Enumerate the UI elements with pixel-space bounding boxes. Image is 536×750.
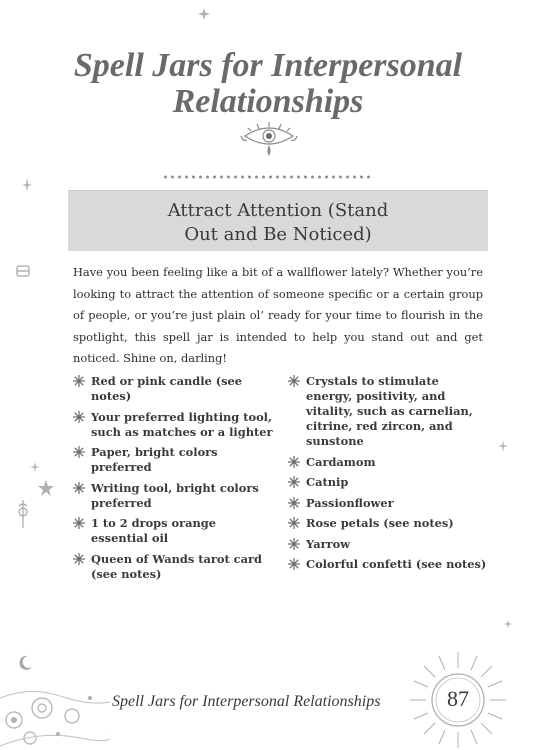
- list-item: [73, 445, 273, 475]
- section-heading: [68, 191, 488, 247]
- page-number: 87: [447, 686, 469, 711]
- sparkle-icon: [22, 178, 32, 192]
- list-item-text: Passionflower: [306, 495, 394, 510]
- sparkle-icon: [198, 8, 210, 20]
- star-bullet-icon: [288, 538, 300, 550]
- running-footer-title: Spell Jars for Interpersonal Relationships: [112, 693, 381, 710]
- list-item-text: Colorful confetti (see notes): [306, 557, 487, 571]
- star-bullet-icon: [73, 446, 85, 458]
- list-item-text: Cardamom: [306, 454, 376, 469]
- section-heading-line-1: Attract Attention (Stand: [167, 200, 389, 221]
- ingredients-list-left: [73, 374, 273, 587]
- list-item: [288, 455, 488, 470]
- section-heading-band: [68, 190, 488, 251]
- list-item: [288, 557, 488, 572]
- list-item: [288, 475, 488, 490]
- list-item: [288, 516, 488, 531]
- list-item-text: Queen of Wands tarot card (see notes): [91, 551, 262, 581]
- star-icon: [38, 480, 54, 496]
- star-bullet-icon: [288, 375, 300, 387]
- intro-paragraph: Have you been feeling like a bit of a wallflower lately? Whether you’re looking to attract the attention of someone specific or a certain group of people, or you’re just plain ol’ ready for your time to flourish in the spotlight, this spell jar is intended to help you stand out and get noticed. Shine on, darling!: [73, 265, 483, 365]
- list-item: [73, 516, 273, 546]
- star-bullet-icon: [73, 482, 85, 494]
- list-item: [73, 410, 273, 440]
- list-item-text: Red or pink candle (see notes): [91, 374, 243, 403]
- list-item-text: Paper, bright colors preferred: [91, 445, 218, 474]
- star-bullet-icon: [288, 456, 300, 468]
- list-item: [73, 481, 273, 511]
- star-bullet-icon: [288, 497, 300, 509]
- list-item-text: Writing tool, bright colors preferred: [91, 480, 259, 510]
- list-item-text: Crystals to stimulate energy, positivity, and vitality, such as carnelian, citrine, red zircon, and sunstone: [306, 374, 473, 448]
- ingredients-list-right: [288, 374, 488, 578]
- list-item-text: Your preferred lighting tool, such as matches or a lighter: [91, 409, 273, 439]
- section-heading-line-2: Out and Be Noticed): [184, 224, 372, 245]
- list-item-text: Yarrow: [306, 536, 351, 551]
- star-bullet-icon: [73, 375, 85, 387]
- list-item-text: Catnip: [306, 475, 349, 489]
- page-title: Spell Jars for Interpersonal Relationships: [73, 47, 463, 120]
- sparkle-icon: [30, 462, 40, 472]
- sparkle-icon: [498, 440, 508, 452]
- eye-icon: [239, 120, 299, 162]
- star-bullet-icon: [288, 517, 300, 529]
- planet-icon: [16, 264, 30, 278]
- wand-icon: [16, 500, 30, 528]
- star-bullet-icon: [73, 517, 85, 529]
- star-bullet-icon: [288, 558, 300, 570]
- list-item: [73, 552, 273, 582]
- sparkle-icon: [504, 620, 512, 628]
- star-bullet-icon: [73, 553, 85, 565]
- star-bullet-icon: [288, 476, 300, 488]
- star-bullet-icon: [73, 411, 85, 423]
- list-item: [288, 496, 488, 511]
- list-item: [73, 374, 273, 404]
- list-item-text: 1 to 2 drops orange essential oil: [91, 516, 216, 545]
- dotted-divider: [162, 174, 374, 180]
- list-item: [288, 374, 488, 449]
- ornament-flourish: [0, 668, 110, 750]
- list-item: [288, 537, 488, 552]
- list-item-text: Rose petals (see notes): [306, 516, 454, 530]
